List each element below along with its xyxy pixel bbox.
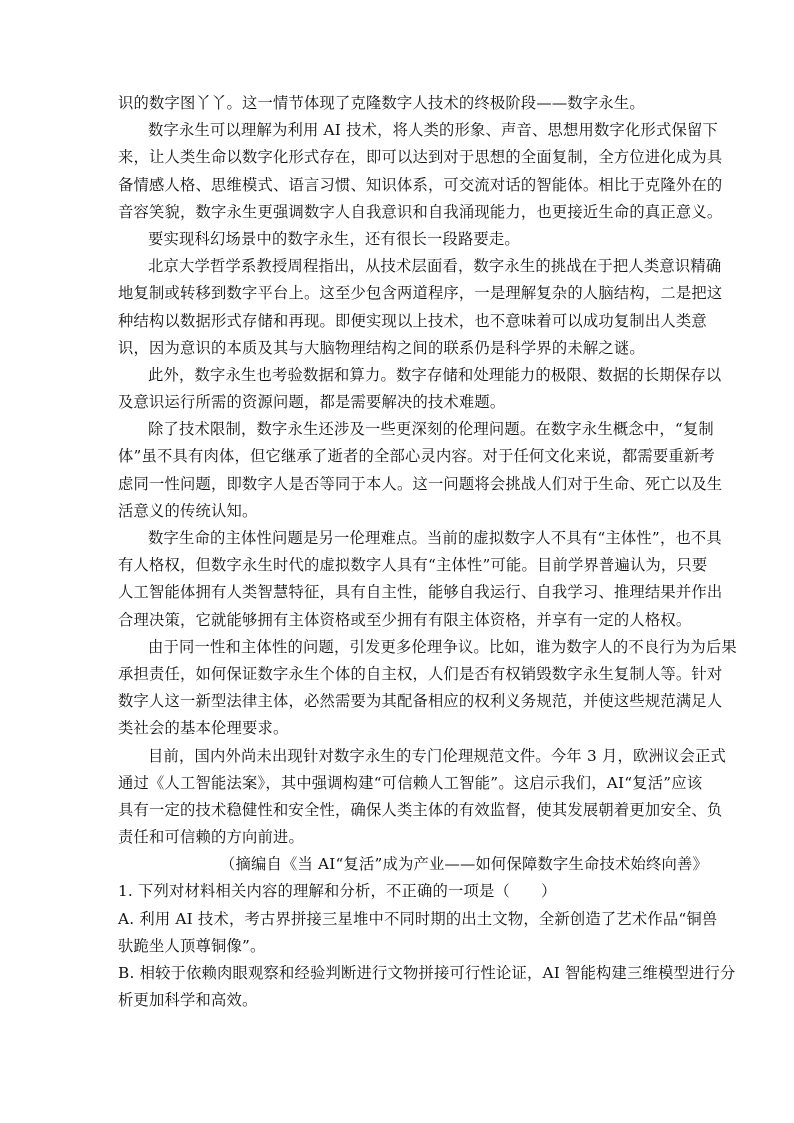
document-page [118,90,737,1014]
text-line: 备情感人格、思维模式、语言习惯、知识体系，可交流对话的智能体。相比于克隆外在的 [118,175,723,194]
text-line: 数字生命的主体性问题是另一伦理难点。当前的虚拟数字人不具有“主体性”，也不具 [148,529,722,547]
text-line: 北京大学哲学系教授周程指出，从技术层面看，数字永生的挑战在于把人类意识精确 [148,257,722,276]
text-line: 人工智能体拥有人类智慧特征，具有自主性，能够自我运行、自我学习、推理结果并作出 [118,583,723,602]
text-line: 识，因为意识的本质及其与大脑物理结构之间的联系仍是科学界的未解之谜。 [118,338,645,357]
text-line: 有人格权，但数字永生时代的虚拟数字人具有“主体性”可能。目前学界普遍认为，只要 [118,556,708,575]
text-line: 来，让人类生命以数字化形式存在，即可以达到对于思想的全面复制，全方位进化成为具 [118,148,723,167]
article-body [118,90,737,851]
text-line: 合理决策，它就能够拥有主体资格或至少拥有有限主体资格，并享有一定的人格权。 [118,610,692,629]
text-line: 此外，数字永生也考验数据和算力。数字存储和处理能力的极限、数据的长期保存以 [148,365,722,384]
question-stem: 1. 下列对材料相关内容的理解和分析，不正确的一项是（ ） [118,882,557,901]
text-line: 及意识运行所需的资源问题，都是需要解决的技术难题。 [118,393,506,412]
option-b-line-2: 析更加科学和高效。 [118,991,258,1010]
text-line: 具有一定的技术稳健性和安全性，确保人类主体的有效监督，使其发展朝着更加安全、负 [118,800,723,819]
text-line: 地复制或转移到数字平台上。这至少包含两道程序，一是理解复杂的人脑结构，二是把这 [118,284,723,303]
text-line: 体”虽不具有肉体，但它继承了逝者的全部心灵内容。对于任何文化来说，都需要重新考 [118,447,715,466]
text-line: 承担责任，如何保证数字永生个体的自主权，人们是否有权销毁数字永生复制人等。针对 [118,664,723,683]
option-a-line-1: A. 利用 AI 技术，考古界拼接三星堆中不同时期的出土文物，全新创造了艺术作品“铜兽 [118,909,718,928]
option-a-line-2: 驮跪坐人顶尊铜像”。 [118,936,266,955]
text-line: 数字人这一新型法律主体，必然需要为其配备相应的权利义务规范，并使这些规范满足人 [118,692,723,711]
text-line: 活意义的传统认知。 [118,501,258,520]
text-line: 识的数字图丫丫。这一情节体现了克隆数字人技术的终极阶段——数字永生。 [118,94,645,112]
text-line: 类社会的基本伦理要求。 [118,719,289,738]
option-b-line-1: B. 相较于依赖肉眼观察和经验判断进行文物拼接可行性论证，AI 智能构建三维模型进行分 [118,964,736,982]
text-line: 种结构以数据形式存储和再现。即便实现以上技术，也不意味着可以成功复制出人类意 [118,311,707,330]
text-line: 要实现科幻场景中的数字永生，还有很长一段路要走。 [148,229,520,248]
source-attribution: （摘编自《当 AI“复活”成为产业——如何保障数字生命技术始终向善》 [220,855,709,874]
text-line: 虑同一性问题，即数字人是否等同于本人。这一问题将会挑战人们对于生命、死亡以及生 [118,474,723,493]
question-block [118,878,736,1014]
text-line: 目前，国内外尚未出现针对数字永生的专门伦理规范文件。今年 3 月，欧洲议会正式 [148,746,726,765]
text-line: 除了技术限制，数字永生还涉及一些更深刻的伦理问题。在数字永生概念中，“复制 [148,420,714,439]
text-line: 音容笑貌，数字永生更强调数字人自我意识和自我涌现能力，也更接近生命的真正意义。 [118,202,723,221]
text-line: 通过《人工智能法案》，其中强调构建“可信赖人工智能”。这启示我们，AI“复活”应该 [118,773,703,792]
text-line: 数字永生可以理解为利用 AI 技术，将人类的形象、声音、思想用数字化形式保留下 [148,121,719,140]
text-line: 由于同一性和主体性的问题，引发更多伦理争议。比如，谁为数字人的不良行为为后果 [148,637,737,656]
text-line: 责任和可信赖的方向前进。 [118,828,304,847]
